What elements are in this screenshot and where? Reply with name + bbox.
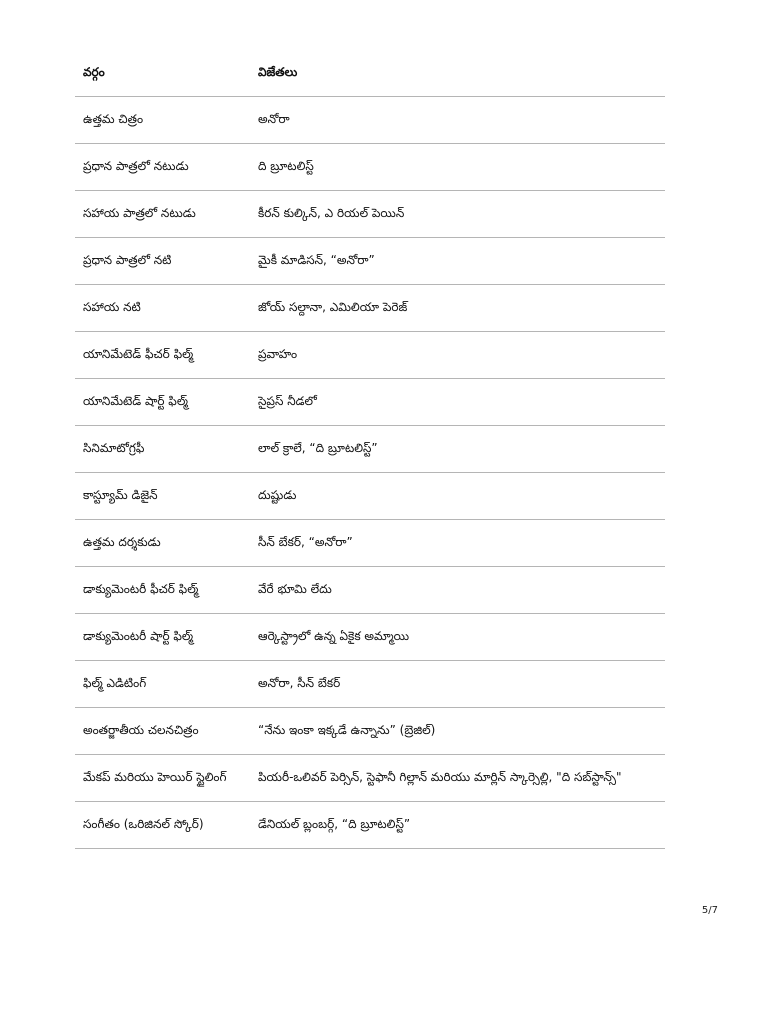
table-row	[75, 97, 665, 144]
winner-cell: పియరీ-ఒలివర్ పెర్సిన్, స్టెఫానీ గిల్లాన్ మరియు మార్లిన్ స్కార్సెల్లి, "ది సబ్‌స్టాన్స్"	[258, 769, 622, 784]
winner-cell: దుష్టుడు	[258, 487, 297, 502]
category-cell: ప్రధాన పాత్రలో నటి	[83, 252, 172, 267]
category-cell: యానిమేటెడ్ షార్ట్ ఫిల్మ్	[83, 393, 188, 408]
winner-cell: సీన్ బేకర్, “అనోరా”	[258, 534, 353, 549]
winner-cell: అనోరా	[258, 111, 290, 126]
category-cell: ఉత్తమ దర్శకుడు	[83, 534, 161, 549]
table-row	[75, 802, 665, 849]
table-row	[75, 191, 665, 238]
category-cell: డాక్యుమెంటరీ ఫీచర్ ఫిల్మ్	[83, 581, 199, 596]
table-row	[75, 426, 665, 473]
table-row	[75, 379, 665, 426]
table-row	[75, 285, 665, 332]
table-row	[75, 567, 665, 614]
table-row	[75, 661, 665, 708]
winner-cell: లాల్ క్రాలే, “ది బ్రూటలిస్ట్”	[258, 440, 378, 455]
table-row	[75, 332, 665, 379]
winner-cell: మైకీ మాడిసన్, “అనోరా”	[258, 252, 375, 267]
category-cell: మేకప్ మరియు హెయిర్ స్టైలింగ్	[83, 769, 227, 784]
category-cell: ఉత్తమ చిత్రం	[83, 111, 144, 126]
winner-cell: డేనియల్ బ్లంబర్గ్, “ది బ్రూటలిస్ట్”	[258, 816, 411, 831]
category-cell: సంగీతం (ఒరిజినల్ స్కోర్)	[83, 816, 204, 831]
category-cell: సహాయ నటి	[83, 299, 141, 314]
category-cell: కాస్ట్యూమ్ డిజైన్	[83, 487, 158, 502]
page-number: 5/7	[701, 905, 718, 916]
table-row	[75, 473, 665, 520]
winner-cell: జోయ్ సల్దానా, ఎమిలియా పెరెజ్	[258, 299, 408, 314]
category-cell: యానిమేటెడ్ ఫీచర్ ఫిల్మ్	[83, 346, 194, 361]
table-row	[75, 614, 665, 661]
winners-table	[75, 50, 665, 849]
table-header-row	[75, 50, 665, 97]
category-cell: ఫిల్మ్ ఎడిటింగ్	[83, 675, 147, 690]
table-row	[75, 708, 665, 755]
winner-cell: ఆర్కెస్ట్రాలో ఉన్న ఏకైక అమ్మాయి	[258, 628, 410, 643]
header-winners: విజేతలు	[258, 64, 298, 79]
winner-cell: “నేను ఇంకా ఇక్కడే ఉన్నాను” (బ్రెజిల్)	[258, 722, 436, 737]
category-cell: ప్రధాన పాత్రలో నటుడు	[83, 158, 189, 173]
category-cell: సినిమాటోగ్రఫీ	[83, 440, 145, 455]
category-cell: డాక్యుమెంటరీ షార్ట్ ఫిల్మ్	[83, 628, 194, 643]
winner-cell: సైప్రస్ నీడలో	[258, 393, 317, 408]
winner-cell: ప్రవాహం	[258, 346, 298, 361]
table-row	[75, 520, 665, 567]
category-cell: సహాయ పాత్రలో నటుడు	[83, 205, 196, 220]
winner-cell: వేరే భూమి లేదు	[258, 581, 332, 596]
winner-cell: కీరన్ కుల్కిన్, ఎ రియల్ పెయిన్	[258, 205, 405, 220]
table-row	[75, 755, 665, 802]
table-row	[75, 144, 665, 191]
winner-cell: అనోరా, సీన్ బేకర్	[258, 675, 341, 690]
winner-cell: ది బ్రూటలిస్ట్	[258, 158, 314, 173]
category-cell: అంతర్జాతీయ చలనచిత్రం	[83, 722, 199, 737]
table-row	[75, 238, 665, 285]
header-category: వర్గం	[83, 64, 105, 79]
